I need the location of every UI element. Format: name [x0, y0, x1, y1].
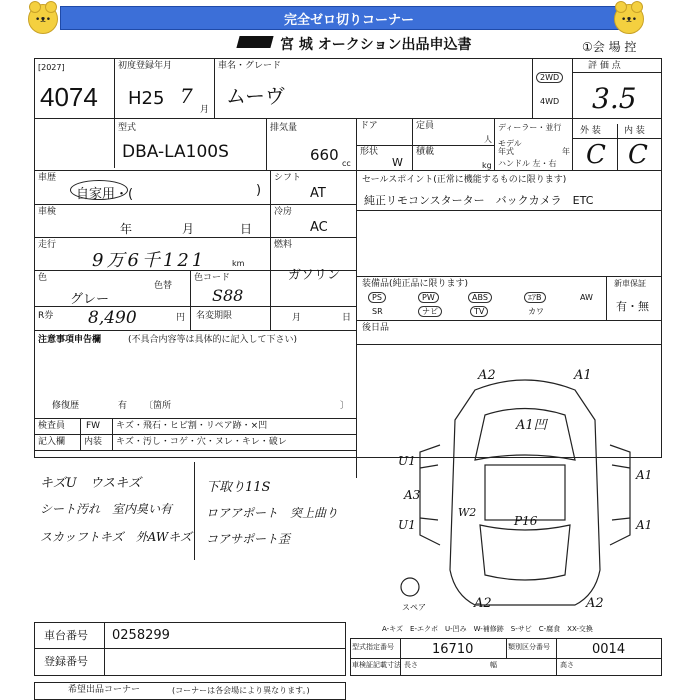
designation-label: 型式指定番号 — [352, 643, 394, 651]
class-value: 0014 — [592, 642, 626, 657]
dimension-length: 長さ — [404, 661, 418, 669]
new-car-warranty-value: 有・無 — [616, 300, 649, 313]
inspection-month: 月 — [182, 222, 195, 236]
new-car-warranty-label: 新車保証 — [614, 279, 646, 288]
exterior-grade: C — [586, 140, 606, 170]
footer-note: (コーナーは各会場により異なります。) — [172, 686, 310, 695]
capacity-unit: 人 — [484, 135, 492, 144]
displacement-value: 660 — [310, 146, 339, 164]
handle-label: ハンドル 左・右 — [498, 159, 557, 168]
dealer-label: ディーラー・並行 — [498, 123, 562, 132]
exterior-label: 外 装 — [580, 126, 601, 136]
history-value: 自家用・( — [76, 187, 134, 202]
caution-note: (不具合内容等は具体的に記入して下さい) — [128, 335, 298, 345]
diagram-mark-6: A3 — [404, 488, 421, 502]
diagram-mark-10: A1 — [636, 518, 653, 532]
interior-label: 内 装 — [624, 126, 645, 136]
mileage-unit: km — [232, 259, 245, 268]
grade-score: 3.5 — [592, 82, 637, 115]
displacement-unit: cc — [342, 159, 351, 168]
dimension-height: 高さ — [560, 661, 574, 669]
diagram-mark-1: A2 — [478, 368, 496, 383]
equip-sr: SR — [372, 307, 383, 316]
load-unit: kg — [482, 161, 492, 170]
inspect-fw-head: FW — [86, 421, 101, 431]
diagram-mark-5: A1 — [636, 468, 653, 482]
displacement-label: 排気量 — [270, 123, 298, 133]
lot-number: 4074 — [40, 82, 98, 112]
note-right-3: コアサポート歪 — [206, 532, 291, 546]
frame-number-value: 0258299 — [112, 628, 170, 643]
history-circle — [70, 180, 128, 200]
equip-aw: AW — [580, 293, 593, 302]
registration-month: 7 — [180, 84, 193, 108]
grade-label: 評 価 点 — [588, 61, 621, 71]
car-name-value: ムーヴ — [226, 84, 285, 108]
color-swap-label: 色替 — [154, 281, 173, 291]
dimensions-label: 車検証記載寸法 — [352, 661, 401, 669]
diagram-mark-4: U1 — [398, 454, 416, 468]
equip-airbag: ｴｱB — [524, 292, 546, 303]
frame-number-label: 車台番号 — [44, 629, 88, 642]
selling-point-label: セールスポイント(正常に機能するものに限ります) — [362, 175, 567, 185]
fuel-label: 燃料 — [274, 240, 293, 250]
inspect-interior-head: 内装 — [84, 437, 103, 447]
diagram-mark-9: U1 — [398, 518, 416, 532]
mileage-label: 走行 — [38, 240, 57, 250]
dimension-width: 幅 — [490, 661, 497, 669]
venue-label: ①会 場 控 — [582, 40, 637, 54]
repair-place-label: 〔箇所 — [144, 401, 172, 411]
aircon-label: 冷房 — [274, 207, 293, 217]
history-label: 車歴 — [38, 173, 57, 183]
inspector-label-1: 検査員 — [38, 421, 66, 431]
note-left-1: キズU ウスキズ — [40, 476, 142, 491]
door-label: ドア — [360, 121, 378, 131]
car-name-label: 車名・グレード — [218, 61, 282, 71]
history-close: ) — [256, 183, 262, 198]
model-year-label: モデル年式 — [498, 139, 522, 156]
designation-value: 16710 — [432, 642, 474, 657]
model-value: DBA-LA100S — [122, 142, 229, 162]
inspect-interior-items: キズ・汚し・コゲ・穴・ヌレ・キレ・破レ — [116, 437, 287, 447]
diagram-mark-2: A1 — [574, 368, 592, 383]
load-label: 積載 — [416, 147, 435, 157]
note-left-2: シート汚れ 室内臭い有 — [40, 502, 173, 516]
title-transfer-day: 日 — [342, 313, 352, 323]
equip-pw: PW — [418, 292, 439, 303]
caution-label: 注意事項申告欄 — [38, 335, 102, 345]
diagram-mark-11: A2 — [474, 596, 492, 611]
shape-label: 形状 — [360, 147, 379, 157]
color-value: グレー — [70, 292, 110, 307]
banner-title: 完全ゼロ切りコーナー — [60, 6, 638, 30]
interior-grade: C — [628, 140, 648, 170]
drive-4wd-label: 4WD — [540, 97, 560, 106]
title-transfer-month: 月 — [292, 313, 302, 323]
color-code-label: 色コード — [194, 273, 231, 283]
form-title: 宮 城 オークション出品申込書 — [280, 37, 472, 53]
shift-label: シフト — [274, 173, 302, 183]
recycle-label: R券 — [38, 311, 54, 321]
registration-month-unit: 月 — [200, 105, 210, 115]
title-transfer-label: 名変期限 — [196, 311, 233, 321]
damage-legend: A-キズ E-エクボ U-凹み W-補修跡 S-サビ C-腐食 XX-交換 — [382, 625, 593, 633]
equip-ps: PS — [368, 292, 386, 303]
selling-point-value: 純正リモコンスターター バックカメラ ETC — [364, 194, 594, 207]
inspection-label: 車検 — [38, 207, 57, 217]
model-label: 型式 — [118, 123, 137, 133]
inspection-year: 年 — [120, 222, 133, 236]
model-year-unit: 年 — [562, 147, 570, 156]
inspector-label-2: 記入欄 — [38, 437, 66, 447]
color-label: 色 — [38, 273, 48, 283]
inspection-day: 日 — [240, 222, 253, 236]
form-logo-icon — [236, 36, 273, 48]
footer-label: 希望出品コーナー — [68, 685, 141, 695]
mascot-left-icon: •ᴥ• — [28, 4, 58, 34]
class-label: 類別区分番号 — [508, 643, 550, 651]
note-left-3: スカッフトキズ 外AWキズ — [40, 530, 192, 544]
shape-value: W — [392, 156, 403, 169]
diagram-mark-3: A1凹 — [516, 418, 547, 433]
repair-history-label: 修復歴 — [52, 401, 80, 411]
registration-label: 初度登録年月 — [118, 61, 173, 71]
aircon-value: AC — [310, 220, 328, 235]
car-diagram — [380, 360, 670, 620]
recycle-value: 8,490 — [88, 308, 137, 328]
fuel-value: ガソリン — [288, 268, 341, 283]
recycle-unit: 円 — [176, 313, 186, 323]
inspect-fw-items: キズ・飛石・ヒビ割・リペア跡・×凹 — [116, 421, 268, 431]
note-right-1: 下取り11S — [206, 480, 271, 495]
equip-navi: ナビ — [418, 306, 442, 317]
repair-place-close: 〕 — [340, 401, 350, 411]
equip-leather: カワ — [528, 307, 544, 316]
mileage-value: 9万6千121 — [92, 250, 207, 271]
capacity-label: 定員 — [416, 121, 435, 131]
equip-abs: ABS — [468, 292, 492, 303]
plate-number-label: 登録番号 — [44, 655, 88, 668]
shift-value: AT — [310, 186, 326, 201]
diagram-mark-12: A2 — [586, 596, 604, 611]
equipment-label: 装備品(純正品に限ります) — [362, 279, 469, 289]
color-code-value: S88 — [212, 286, 244, 305]
note-right-2: ロアアポート 突上曲り — [206, 506, 339, 520]
registration-era-year: H25 — [128, 88, 165, 109]
mascot-right-icon: •ᴥ• — [614, 4, 644, 34]
lot-code: [2027] — [38, 63, 65, 72]
spare-label: スペア — [402, 603, 426, 612]
repair-history-value: 有 — [118, 401, 128, 411]
drive-2wd-badge: 2WD — [536, 72, 563, 83]
remarks-label: 後日品 — [362, 323, 390, 333]
diagram-mark-8: P16 — [514, 514, 538, 528]
equip-tv: TV — [470, 306, 488, 317]
diagram-mark-7: W2 — [458, 506, 477, 519]
